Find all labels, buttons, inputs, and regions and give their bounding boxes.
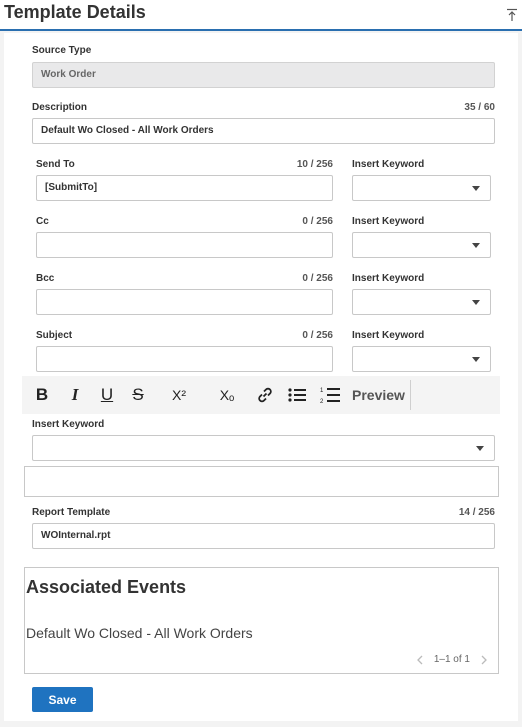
subject-label: Subject — [36, 330, 73, 341]
source-type-field: Work Order — [32, 62, 495, 88]
source-type-label: Source Type — [32, 45, 92, 56]
chevron-down-icon — [476, 446, 484, 451]
editor-insert-keyword-label: Insert Keyword — [32, 419, 105, 430]
strikethrough-icon[interactable]: S — [132, 385, 144, 404]
report-template-counter: 14 / 256 — [458, 507, 495, 518]
cc-insert-keyword-select[interactable] — [352, 232, 491, 258]
editor-insert-keyword-select[interactable] — [32, 435, 495, 461]
rich-text-toolbar — [22, 376, 500, 414]
report-template-label: Report Template — [32, 507, 111, 518]
bcc-counter: 0 / 256 — [302, 273, 333, 284]
toolbar-divider — [410, 380, 411, 410]
chevron-right-icon[interactable] — [480, 655, 488, 665]
chevron-down-icon — [472, 300, 480, 305]
pagination — [416, 654, 488, 665]
cc-counter: 0 / 256 — [302, 216, 333, 227]
subject-insert-keyword-label: Insert Keyword — [352, 330, 425, 341]
cc-label: Cc — [36, 216, 49, 227]
collapse-up-icon[interactable] — [506, 8, 518, 22]
bcc-label: Bcc — [36, 273, 55, 284]
save-button[interactable]: Save — [32, 687, 93, 712]
preview-button[interactable]: Preview — [352, 387, 405, 403]
subject-input[interactable] — [36, 346, 333, 372]
link-icon[interactable] — [254, 382, 276, 408]
bulleted-list-icon[interactable] — [286, 382, 308, 408]
cc-insert-keyword-label: Insert Keyword — [352, 216, 425, 227]
italic-icon[interactable]: I — [71, 385, 79, 404]
subject-insert-keyword-select[interactable] — [352, 346, 491, 372]
bcc-insert-keyword-select[interactable] — [352, 289, 491, 315]
pagination-range: 1–1 of 1 — [433, 654, 470, 665]
page-title: Template Details — [4, 2, 146, 22]
send-to-insert-keyword-label: Insert Keyword — [352, 159, 425, 170]
subject-counter: 0 / 256 — [302, 330, 333, 341]
send-to-insert-keyword-select[interactable] — [352, 175, 491, 201]
description-input[interactable]: Default Wo Closed - All Work Orders — [32, 118, 495, 144]
description-counter: 35 / 60 — [464, 102, 495, 113]
underline-icon[interactable]: U — [100, 385, 114, 404]
svg-text:2: 2 — [320, 399, 324, 404]
list-item[interactable]: Default Wo Closed - All Work Orders — [26, 625, 253, 641]
associated-events-panel — [24, 567, 499, 674]
send-to-label: Send To — [36, 159, 75, 170]
message-body-editor[interactable] — [24, 466, 499, 497]
report-template-input[interactable]: WOInternal.rpt — [32, 523, 495, 549]
associated-events-title: Associated Events — [26, 577, 187, 597]
svg-text:1: 1 — [320, 388, 324, 394]
bold-icon[interactable]: B — [35, 385, 49, 404]
cc-input[interactable] — [36, 232, 333, 258]
chevron-left-icon[interactable] — [416, 655, 424, 665]
superscript-icon[interactable]: X² — [172, 387, 186, 403]
chevron-down-icon — [472, 357, 480, 362]
chevron-down-icon — [472, 186, 480, 191]
send-to-input[interactable]: [SubmitTo] — [36, 175, 333, 201]
bcc-input[interactable] — [36, 289, 333, 315]
numbered-list-icon[interactable] — [318, 382, 342, 408]
page-header — [0, 0, 522, 31]
description-label: Description — [32, 102, 88, 113]
subscript-icon[interactable]: Xₒ — [219, 387, 235, 403]
bcc-insert-keyword-label: Insert Keyword — [352, 273, 425, 284]
send-to-counter: 10 / 256 — [296, 159, 333, 170]
chevron-down-icon — [472, 243, 480, 248]
